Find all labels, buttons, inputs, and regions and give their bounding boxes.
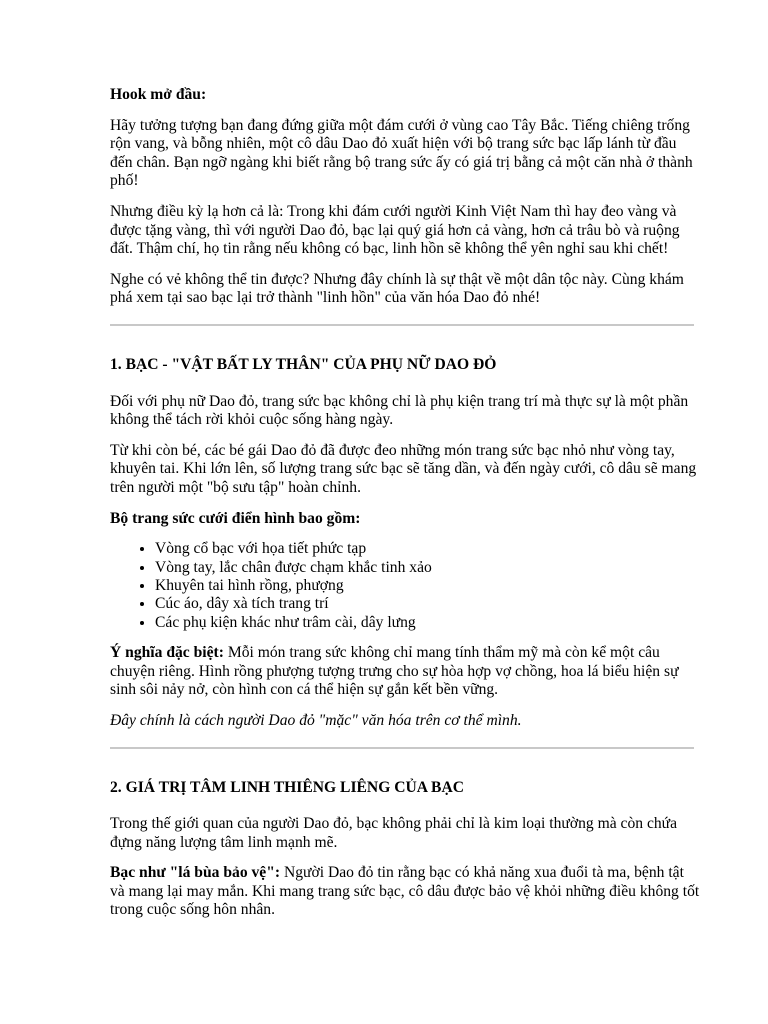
section-1-closing: Đây chính là cách người Dao đỏ "mặc" văn hóa trên cơ thể mình.	[110, 711, 522, 729]
section-2-title: 2. GIÁ TRỊ TÂM LINH THIÊNG LIÊNG CỦA BẠC	[110, 778, 464, 796]
section-2-paragraph-1: Trong thế giới quan của người Dao đỏ, bạc không phải chỉ là kim loại thường mà còn chứa đựng năng lượng tâm linh mạnh mẽ.	[110, 815, 678, 851]
intro-heading: Hook mở đầu:	[110, 86, 207, 103]
meaning-text: Mỗi món trang sức không chỉ mang tính thẩm mỹ mà còn kể một câu chuyện riêng. Hình rồng phượng tượng trưng cho sự hòa hợp vợ chồng, hoa lá biểu hiện sự sinh sôi nảy nở, còn hình con cá thể hiện sự gắn kết bền vững.	[110, 644, 679, 699]
amulet-paragraph	[110, 864, 700, 920]
meaning-label: Ý nghĩa đặc biệt:	[110, 644, 224, 662]
section-divider	[110, 747, 694, 749]
section-1-paragraph-2: Từ khi còn bé, các bé gái Dao đỏ đã được đeo những món trang sức bạc nhỏ như vòng tay, khuyên tai. Khi lớn lên, số lượng trang sức bạc sẽ tăng dần, và đến ngày cưới, cô dâu sẽ mang trên người một "bộ sưu tập" hoàn chỉnh.	[110, 441, 697, 496]
jewelry-list	[110, 540, 700, 632]
document-page	[110, 86, 700, 932]
jewelry-list-heading: Bộ trang sức cưới điển hình bao gồm:	[110, 509, 361, 527]
meaning-paragraph	[110, 644, 700, 700]
section-1-title: 1. BẠC - "VẬT BẤT LY THÂN" CỦA PHỤ NỮ DAO ĐỎ	[110, 355, 497, 373]
section-divider	[110, 324, 694, 326]
list-item: • Khuyên tai hình rồng, phượng	[155, 577, 700, 595]
intro-paragraph-3: Nghe có vẻ không thể tin được? Nhưng đây chính là sự thật về một dân tộc này. Cùng khám phá xem tại sao bạc lại trở thành "linh hồn" của văn hóa Dao đỏ nhé!	[110, 270, 684, 307]
amulet-text: Người Dao đỏ tin rằng bạc có khả năng xua đuổi tà ma, bệnh tật và mang lại may mắn. Khi mang trang sức bạc, cô dâu được bảo vệ khỏi những điều không tốt trong cuộc sống hôn nhân.	[110, 864, 700, 919]
list-item: • Cúc áo, dây xà tích trang trí	[155, 595, 700, 613]
intro-paragraph-2: Nhưng điều kỳ lạ hơn cả là: Trong khi đám cưới người Kinh Việt Nam thì hay đeo vàng và được tặng vàng, thì với người Dao đỏ, bạc lại quý giá hơn cả vàng, hơn cả trâu bò và ruộng đất. Thậm chí, họ tin rằng nếu không có bạc, linh hồn sẽ không thể yên nghỉ sau khi chết!	[110, 202, 680, 258]
list-item: • Các phụ kiện khác như trâm cài, dây lưng	[155, 614, 700, 632]
amulet-label: Bạc như "lá bùa bảo vệ":	[110, 864, 281, 882]
intro-paragraph-1: Hãy tưởng tượng bạn đang đứng giữa một đám cưới ở vùng cao Tây Bắc. Tiếng chiêng trống rộn vang, và bỗng nhiên, một cô dâu Dao đỏ xuất hiện với bộ trang sức bạc lấp lánh từ đầu đến chân. Bạn ngỡ ngàng khi biết rằng bộ trang sức ấy có giá trị bằng cả một căn nhà ở thành phố!	[110, 116, 693, 190]
list-item: • Vòng cổ bạc với họa tiết phức tạp	[155, 540, 700, 558]
list-item: • Vòng tay, lắc chân được chạm khắc tinh xảo	[155, 559, 700, 577]
section-1-paragraph-1: Đối với phụ nữ Dao đỏ, trang sức bạc không chỉ là phụ kiện trang trí mà thực sự là một phần không thể tách rời khỏi cuộc sống hàng ngày.	[110, 392, 689, 429]
